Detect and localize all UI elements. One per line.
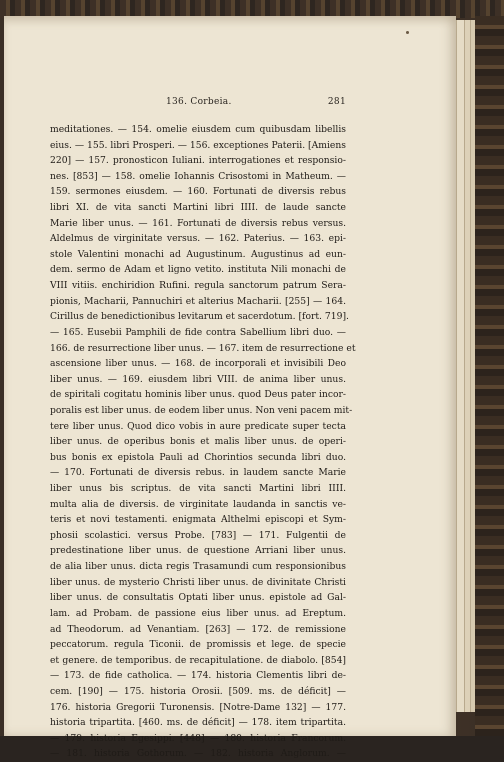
text-line: dem. sermo de Adam et ligno vetito. instituta Nili monachi de bbox=[50, 264, 346, 276]
text-line: 159. sermones eiusdem. — 160. Fortunati de diversis rebus bbox=[50, 186, 346, 198]
text-line: ad Theodorum. ad Venantiam. [263] — 172. de remissione bbox=[50, 623, 346, 635]
paper-speck bbox=[406, 31, 409, 34]
body-text bbox=[50, 122, 356, 762]
text-line: 166. de resurrectione liber unus. — 167. item de resurrectione et bbox=[50, 342, 356, 354]
text-line: teris et novi testamenti. enigmata Althelmi episcopi et Sym- bbox=[50, 514, 346, 526]
text-line: — 165. Eusebii Pamphili de fide contra Sabellium libri duo. — bbox=[50, 326, 346, 338]
text-line: Marie liber unus. — 161. Fortunati de diversis rebus versus. bbox=[50, 217, 346, 229]
text-line: Cirillus de benedictionibus levitarum et sacerdotum. [fort. 719]. bbox=[50, 311, 349, 323]
text-line: poralis est liber unus. de eodem liber unus. Non veni pacem mit- bbox=[50, 404, 353, 416]
text-line: — 173. de fide catholica. — 174. historia Clementis libri de- bbox=[50, 670, 346, 682]
text-line: VIII vitiis. enchiridion Rufini. regula sanctorum patrum Sera- bbox=[50, 280, 346, 292]
text-line: ascensione liber unus. — 168. de incorporali et invisibili Deo bbox=[50, 358, 346, 370]
text-line: multa alia de diversis. de virginitate laudanda in sanctis ve- bbox=[50, 498, 346, 510]
text-line: et genere. de temporibus. de recapitulatione. de diabolo. [854] bbox=[50, 654, 346, 666]
page-number: 281 bbox=[327, 97, 346, 107]
text-line: nes. [853] — 158. omelie Iohannis Crisostomi in Matheum. — bbox=[50, 170, 346, 182]
text-line: peccatorum. regula Ticonii. de promissis et lege. de specie bbox=[50, 639, 346, 651]
text-line: pionis, Macharii, Pannuchiri et alterius Macharii. [255] — 164. bbox=[50, 295, 346, 307]
text-line: — 181. historia Gothorum. — 182. historia Anglorum. — bbox=[50, 748, 346, 760]
text-line: liber unus. de mysterio Christi liber unus. de divinitate Christi bbox=[50, 576, 346, 588]
text-line: meditationes. — 154. omelie eiusdem cum quibusdam libellis bbox=[50, 124, 346, 135]
text-line: de alia liber unus. dicta regis Trasamundi cum responsionibus bbox=[50, 561, 346, 573]
text-line: lam. ad Probam. de passione eius liber unus. ad Ereptum. bbox=[50, 607, 346, 619]
text-line: libri XI. de vita sancti Martini libri IIII. de laude sancte bbox=[50, 202, 346, 214]
text-line: cem. [190] — 175. historia Orosii. [509. ms. de déficit] — bbox=[50, 685, 346, 697]
text-line: stole Valentini monachi ad Augustinum. Augustinus ad eun- bbox=[50, 248, 346, 260]
text-line: bus bonis ex epistola Pauli ad Chorintios secunda libri duo. bbox=[50, 451, 346, 463]
text-line: historia tripartita. [460. ms. de déficit] — 178. item tripartita. bbox=[50, 717, 346, 729]
book-cover-right-edge bbox=[475, 16, 504, 745]
text-line: 220] — 157. pronosticon Iuliani. interrogationes et responsio- bbox=[50, 155, 346, 167]
text-line: phosii scolastici. versus Probe. [783] — 171. Fulgentii de bbox=[50, 529, 346, 541]
running-header-section: 136. Corbeia. bbox=[166, 97, 232, 107]
text-line: de spiritali cogitatu hominis liber unus. quod Deus pater incor- bbox=[50, 389, 346, 401]
text-line: predestinatione liber unus. de questione Arriani liber unus. bbox=[50, 545, 346, 557]
text-line: liber unus bis scriptus. de vita sancti Martini libri IIII. bbox=[50, 483, 346, 495]
text-line: liber unus. de operibus bonis et malis liber unus. de operi- bbox=[50, 436, 346, 448]
running-header bbox=[50, 97, 346, 111]
text-line: Aldelmus de virginitate versus. — 162. Paterius. — 163. epi- bbox=[50, 233, 346, 245]
text-line: eius. — 155. libri Prosperi. — 156. exceptiones Paterii. [Amiens bbox=[50, 139, 346, 151]
text-line: tere liber unus. Quod dico vobis in aure predicate super tecta bbox=[50, 420, 346, 432]
text-line: — 179. historia Egesippi. [448] — 180. historia Francorum. bbox=[50, 732, 346, 744]
text-line: — 170. Fortunati de diversis rebus. in laudem sancte Marie bbox=[50, 467, 346, 479]
text-line: liber unus. — 169. eiusdem libri VIII. de anima liber unus. bbox=[50, 373, 346, 385]
text-line: 176. historia Gregorii Turonensis. [Notre-Dame 132] — 177. bbox=[50, 701, 346, 713]
text-line: liber unus. de consultatis Optati liber unus. epistole ad Gal- bbox=[50, 592, 346, 604]
